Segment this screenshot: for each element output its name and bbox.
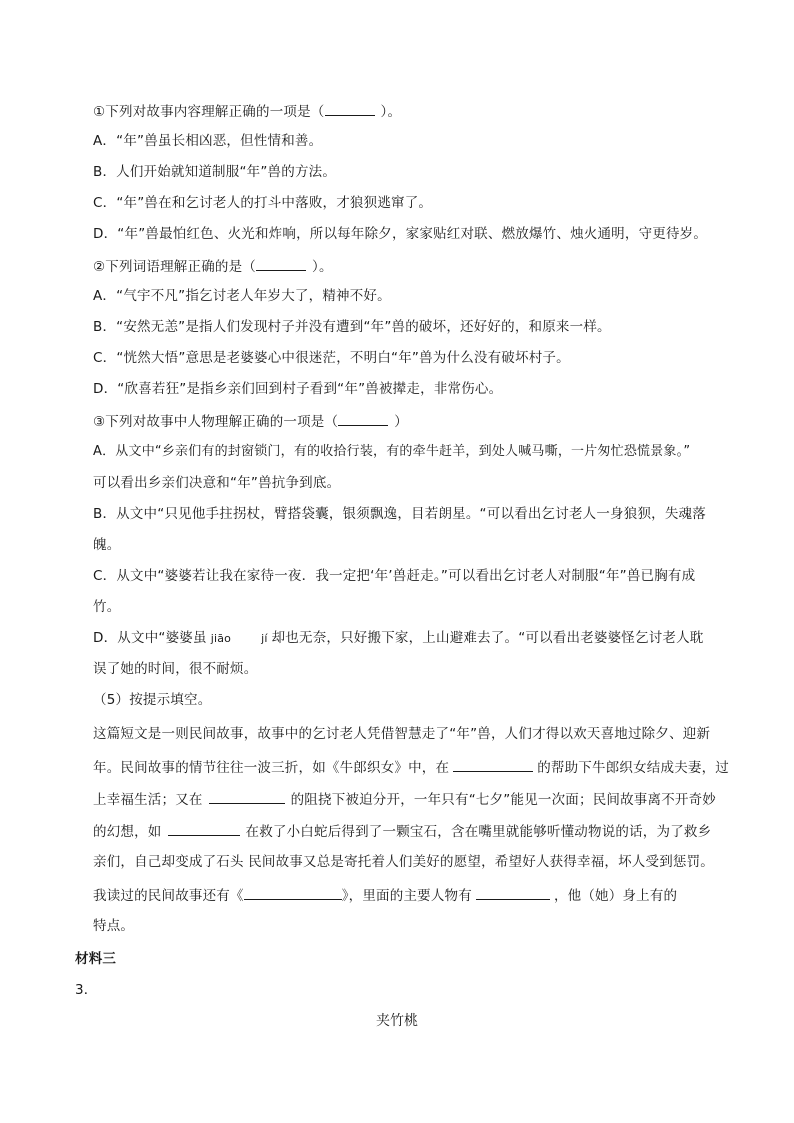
- pinyin-ji: jí: [261, 632, 268, 645]
- q3-stem-pre: ③下列对故事中人物理解正确的一项是（: [93, 414, 339, 430]
- q3-stem: [93, 410, 408, 432]
- q5-para-line7: 特点。: [93, 918, 135, 934]
- q3-stem-post: ）: [394, 414, 408, 430]
- q5-para-line1: 这篇短文是一则民间故事，故事中的乞讨老人凭借智慧走了“年”兽，人们才得以欢天喜地过除夕、迎新: [93, 726, 711, 742]
- q5-para-line2: [93, 756, 729, 778]
- q3-option-a-line1: A．从文中“乡亲们有的封窗锁门，有的收拾行装，有的牵牛赶羊，到处人喊马嘶，一片匆忙恐慌景象。”: [93, 444, 691, 459]
- q3-option-b-line1: B．从文中“只见他手拄拐杖，臂搭袋囊，银须飘逸，目若朗星。“可以看出乞讨老人一身狼狈，失魂落: [93, 506, 706, 522]
- q5-p3-b: 的阻挠下被迫分开，一年只有“七夕”能见一次面；民间故事离不开奇妙: [290, 792, 716, 808]
- q5-p4-a: 的幻想，如: [93, 824, 162, 840]
- q3-option-b-line2: 魄。: [93, 537, 121, 553]
- q3-option-d-text-a: D．从文中“婆婆虽: [93, 630, 207, 646]
- fill-blank-hero[interactable]: [168, 820, 240, 836]
- fill-blank-main-character[interactable]: [476, 884, 550, 900]
- question-number: 3．: [75, 982, 98, 998]
- q5-para-line5: 亲们，自己却变成了石头 民间故事又总是寄托着人们美好的愿望，希望好人获得幸福，坏人受到惩罚。: [93, 854, 714, 870]
- fill-blank-helper[interactable]: [453, 756, 533, 772]
- q3-option-a-line2: 可以看出乡亲们决意和“年”兽抗争到底。: [93, 475, 341, 491]
- q2-option-d: D．“欣喜若狂”是指乡亲们回到村子看到“年”兽被撵走，非常伤心。: [93, 381, 503, 397]
- q5-p6-b: 》，里面的主要人物有: [341, 888, 472, 904]
- q5-heading: （5）按提示填空。: [93, 692, 212, 708]
- q5-para-line3: [93, 788, 716, 810]
- material-label: 材料三: [75, 951, 117, 967]
- q5-para-line6: [93, 884, 677, 906]
- q2-option-c: C．“恍然大悟”意思是老婆婆心中很迷茫，不明白“年”兽为什么没有破坏村子。: [93, 350, 570, 366]
- q3-option-c-line1: C．从文中“婆婆若让我在家待一夜．我一定把‘年’兽赶走。”可以看出乞讨老人对制服“年”兽已胸有成: [93, 568, 696, 584]
- q2-stem-pre: ②下列词语理解正确的是（: [93, 259, 257, 275]
- q3-option-d-line2: 误了她的时间，很不耐烦。: [93, 661, 258, 677]
- fill-blank-obstructor[interactable]: [209, 788, 285, 804]
- q3-option-d-text-b: 却也无奈，只好搬下家，上山避难去了。“可以看出老婆婆怪乞讨老人耽: [271, 630, 704, 646]
- q1-stem-pre: ①下列对故事内容理解正确的一项是（: [93, 104, 325, 120]
- q2-option-a: A．“气宇不凡”指乞讨老人年岁大了，精神不好。: [93, 288, 391, 304]
- q2-answer-blank[interactable]: [256, 255, 306, 271]
- q1-option-a: A．“年”兽虽长相凶恶，但性情和善。: [93, 133, 323, 149]
- q1-answer-blank[interactable]: [325, 100, 375, 116]
- q2-option-b: B．“安然无恙”是指人们发现村子并没有遭到“年”兽的破坏，还好好的，和原来一样。: [93, 319, 611, 335]
- q3-answer-blank[interactable]: [338, 410, 388, 426]
- q2-stem-post: ）。: [312, 259, 333, 275]
- q1-stem: [93, 100, 401, 122]
- story-title: 夹竹桃: [376, 1013, 418, 1029]
- q5-p4-b: 在救了小白蛇后得到了一颗宝石，含在嘴里就能够听懂动物说的话，为了救乡: [245, 824, 712, 840]
- q2-stem: [93, 255, 333, 277]
- q5-p2-b: 的帮助下牛郎织女结成夫妻，过: [537, 760, 730, 776]
- q1-stem-post: ）。: [380, 104, 402, 120]
- fill-blank-story-title[interactable]: [244, 884, 342, 900]
- q1-option-d: D．“年”兽最怕红色、火光和炸响，所以每年除夕，家家贴红对联、燃放爆竹、烛火通明，守更待岁。: [93, 226, 708, 242]
- q5-para-line4: [93, 820, 711, 842]
- q3-option-d-line1: [93, 628, 704, 649]
- q5-p2-a: 年。民间故事的情节往往一波三折，如《牛郎织女》中，在: [93, 760, 450, 776]
- q5-p3-a: 上幸福生活；又在: [93, 792, 203, 808]
- q5-p6-c: ，他（她）身上有的: [553, 888, 678, 904]
- q1-option-c: C．“年”兽在和乞讨老人的打斗中落败，才狼狈逃窜了。: [93, 195, 433, 211]
- q5-p6-a: 我读过的民间故事还有《: [93, 888, 244, 904]
- pinyin-jiao: jiāo: [210, 632, 232, 645]
- q3-option-c-line2: 竹。: [93, 599, 121, 615]
- q1-option-b: B．人们开始就知道制服“年”兽的方法。: [93, 164, 337, 180]
